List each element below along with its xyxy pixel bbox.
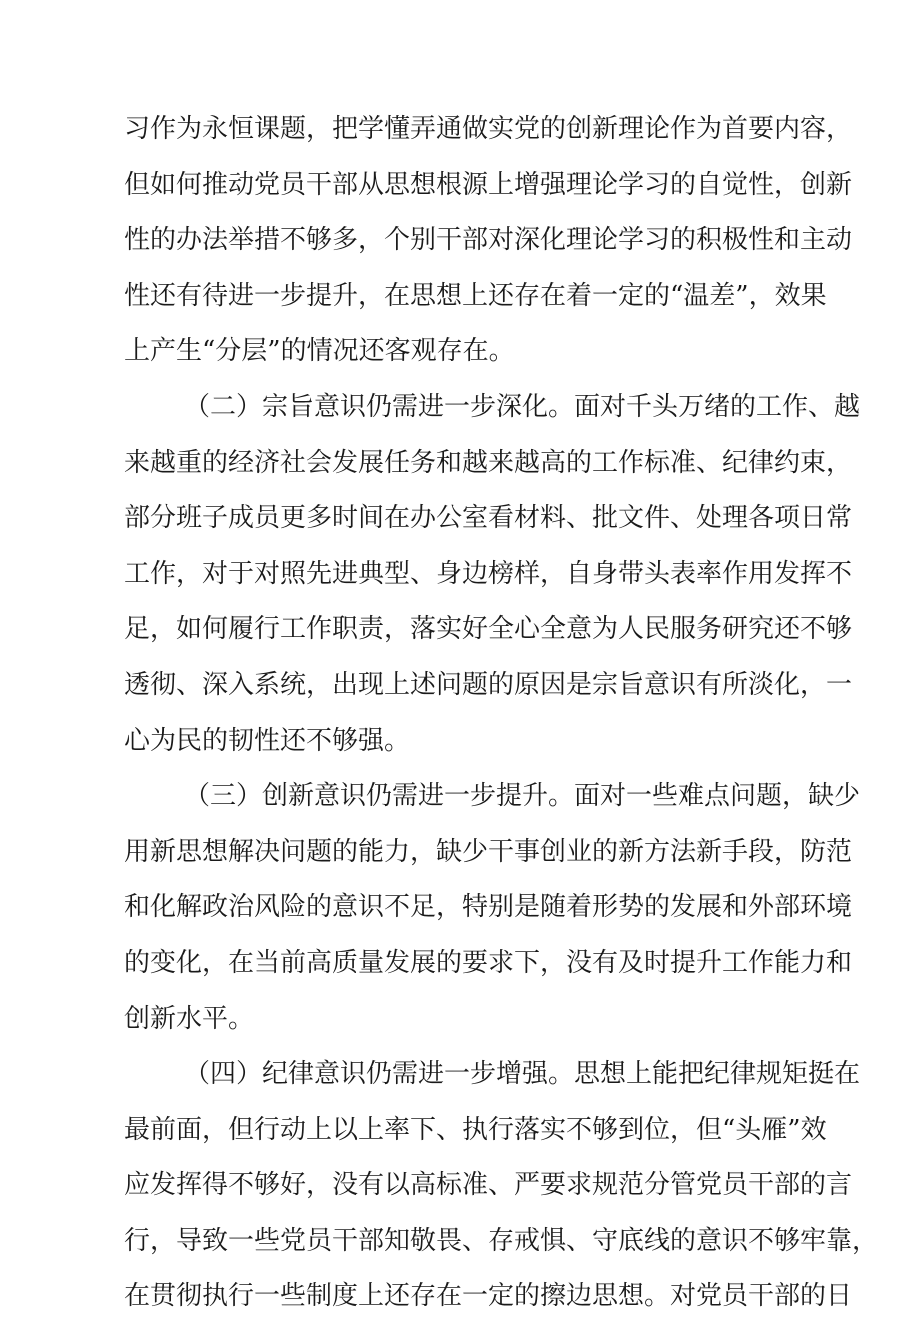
text-line-14: 用新思想解决问题的能力，缺少干事创业的新方法新手段，防范 (124, 836, 853, 867)
text-line-21: 行，导致一些党员干部知敬畏、存戒惧、守底线的意识不够牢靠， (124, 1225, 879, 1256)
text-line-7: 来越重的经济社会发展任务和越来越高的工作标准、纪律约束， (124, 447, 853, 478)
text-line-2: 但如何推动党员干部从思想根源上增强理论学习的自觉性，创新 (124, 169, 853, 200)
text-line-19: 最前面，但行动上以上率下、执行落实不够到位，但“头雁”效 (124, 1114, 827, 1145)
section-heading-4: （四）纪律意识仍需进一步增强。思想上能把纪律规矩挺在 (184, 1059, 861, 1090)
text-line-17: 创新水平。 (124, 1003, 255, 1034)
text-line-12: 心为民的韧性还不够强。 (124, 725, 411, 756)
text-line-15: 和化解政治风险的意识不足，特别是随着形势的发展和外部环境 (124, 892, 853, 923)
text-line-5: 上产生“分层”的情况还客观存在。 (124, 336, 515, 367)
text-line-3: 性的办法举措不够多，个别干部对深化理论学习的积极性和主动 (124, 225, 853, 256)
section-heading-2: （二）宗旨意识仍需进一步深化。面对千头万绪的工作、越 (184, 391, 861, 422)
text-line-11: 透彻、深入系统，出现上述问题的原因是宗旨意识有所淡化，一 (124, 669, 853, 700)
text-line-10: 足，如何履行工作职责，落实好全心全意为人民服务研究还不够 (124, 614, 853, 645)
text-line-22: 在贯彻执行一些制度上还存在一定的擦边思想。对党员干部的日 (124, 1281, 853, 1312)
text-line-9: 工作，对于对照先进典型、身边榜样，自身带头表率作用发挥不 (124, 558, 853, 589)
document-body (124, 102, 879, 1325)
section-heading-3: （三）创新意识仍需进一步提升。面对一些难点问题，缺少 (184, 781, 861, 812)
text-line-20: 应发挥得不够好，没有以高标准、严要求规范分管党员干部的言 (124, 1170, 853, 1201)
text-line-4: 性还有待进一步提升，在思想上还存在着一定的“温差”，效果 (124, 280, 827, 311)
text-line-1: 习作为永恒课题，把学懂弄通做实党的创新理论作为首要内容， (124, 114, 853, 144)
text-line-16: 的变化，在当前高质量发展的要求下，没有及时提升工作能力和 (124, 947, 853, 978)
text-line-8: 部分班子成员更多时间在办公室看材料、批文件、处理各项日常 (124, 503, 853, 534)
